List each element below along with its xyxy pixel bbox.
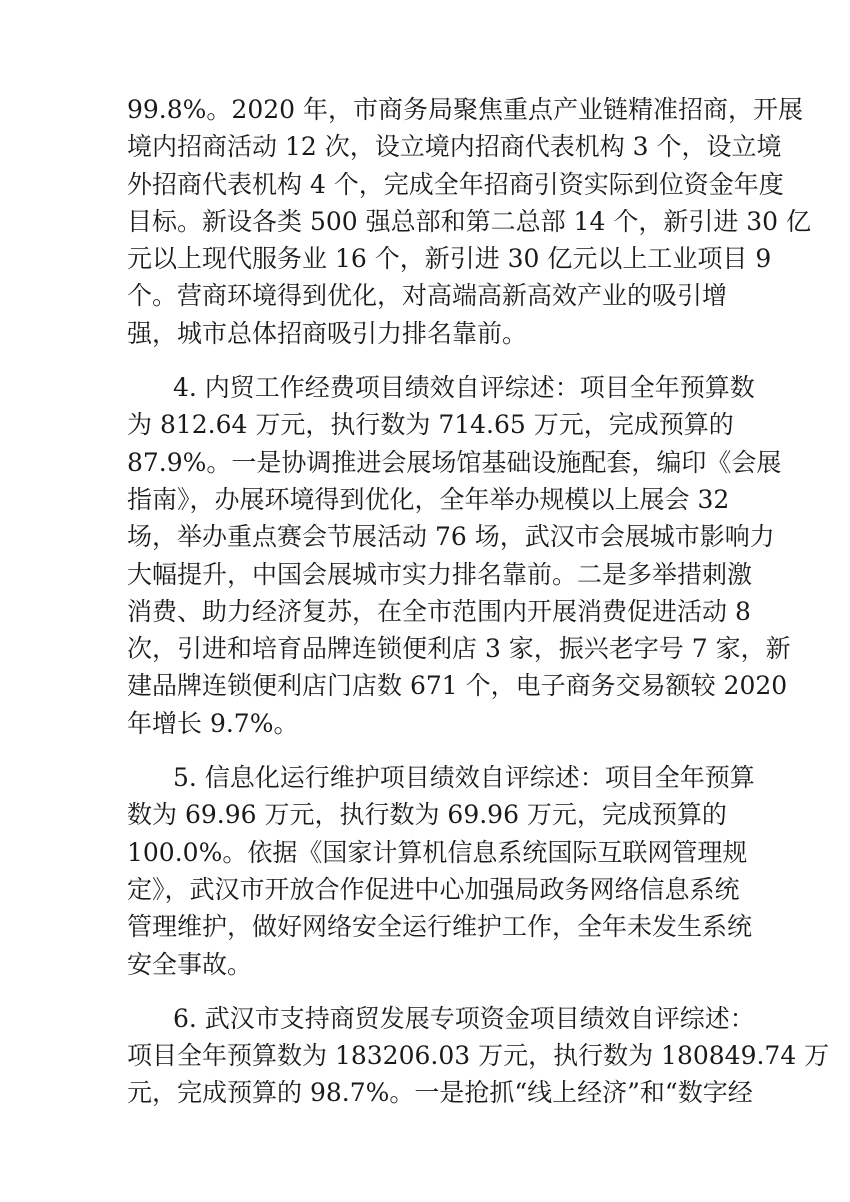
text-line: 项目全年预算数为 183206.03 万元，执行数为 180849.74 万 xyxy=(127,1041,830,1071)
text-line: 元以上现代服务业 16 个，新引进 30 亿元以上工业项目 9 xyxy=(127,244,772,274)
paragraph-heading-line: 5. 信息化运行维护项目绩效自评综述：项目全年预算 xyxy=(173,763,755,793)
text-line: 强，城市总体招商吸引力排名靠前。 xyxy=(127,318,528,348)
text-line: 99.8%。2020 年，市商务局聚焦重点产业链精准招商，开展 xyxy=(127,95,803,124)
text-line: 数为 69.96 万元，执行数为 69.96 万元，完成预算的 xyxy=(127,800,727,830)
text-line: 年增长 9.7%。 xyxy=(127,708,299,738)
paragraph-investment xyxy=(127,91,812,352)
text-line: 次，引进和培育品牌连锁便利店 3 家，振兴老字号 7 家，新 xyxy=(127,634,791,664)
text-line: 个。营商环境得到优化，对高端高新高效产业的吸引增 xyxy=(127,281,728,311)
text-line: 定》，武汉市开放合作促进中心加强局政务网络信息系统 xyxy=(127,874,740,904)
text-line: 消费、助力经济复苏，在全市范围内开展消费促进活动 8 xyxy=(127,596,751,626)
text-line: 100.0%。依据《国家计算机信息系统国际互联网管理规 xyxy=(127,837,748,867)
text-line: 87.9%。一是协调推进会展场馆基础设施配套，编印《会展 xyxy=(127,447,782,477)
text-line: 外招商代表机构 4 个，完成全年招商引资实际到位资金年度 xyxy=(127,169,784,199)
text-line: 为 812.64 万元，执行数为 714.65 万元，完成预算的 xyxy=(127,410,734,440)
paragraph-heading-line: 6. 武汉市支持商贸发展专项资金项目绩效自评综述： xyxy=(173,1003,755,1033)
text-line: 建品牌连锁便利店门店数 671 个，电子商务交易额较 2020 xyxy=(127,671,788,701)
paragraph-commerce-fund xyxy=(127,1000,830,1112)
text-line: 目标。新设各类 500 强总部和第二总部 14 个，新引进 30 亿 xyxy=(127,206,812,236)
text-line: 元，完成预算的 98.7%。一是抢抓“线上经济”和“数字经 xyxy=(127,1078,753,1108)
text-line: 大幅提升，中国会展城市实力排名靠前。二是多举措刺激 xyxy=(127,559,753,589)
text-line: 指南》，办展环境得到优化，全年举办规模以上展会 32 xyxy=(127,484,730,514)
paragraph-heading-line: 4. 内贸工作经费项目绩效自评综述：项目全年预算数 xyxy=(173,373,755,403)
text-line: 场，举办重点赛会节展活动 76 场，武汉市会展城市影响力 xyxy=(127,522,775,552)
text-line: 管理维护，做好网络安全运行维护工作，全年未发生系统 xyxy=(127,912,753,942)
document-body xyxy=(127,91,830,1112)
text-line: 安全事故。 xyxy=(127,949,253,979)
paragraph-it-maintenance xyxy=(127,759,755,983)
paragraph-domestic-trade xyxy=(127,369,791,742)
text-line: 境内招商活动 12 次，设立境内招商代表机构 3 个，设立境 xyxy=(127,132,782,162)
